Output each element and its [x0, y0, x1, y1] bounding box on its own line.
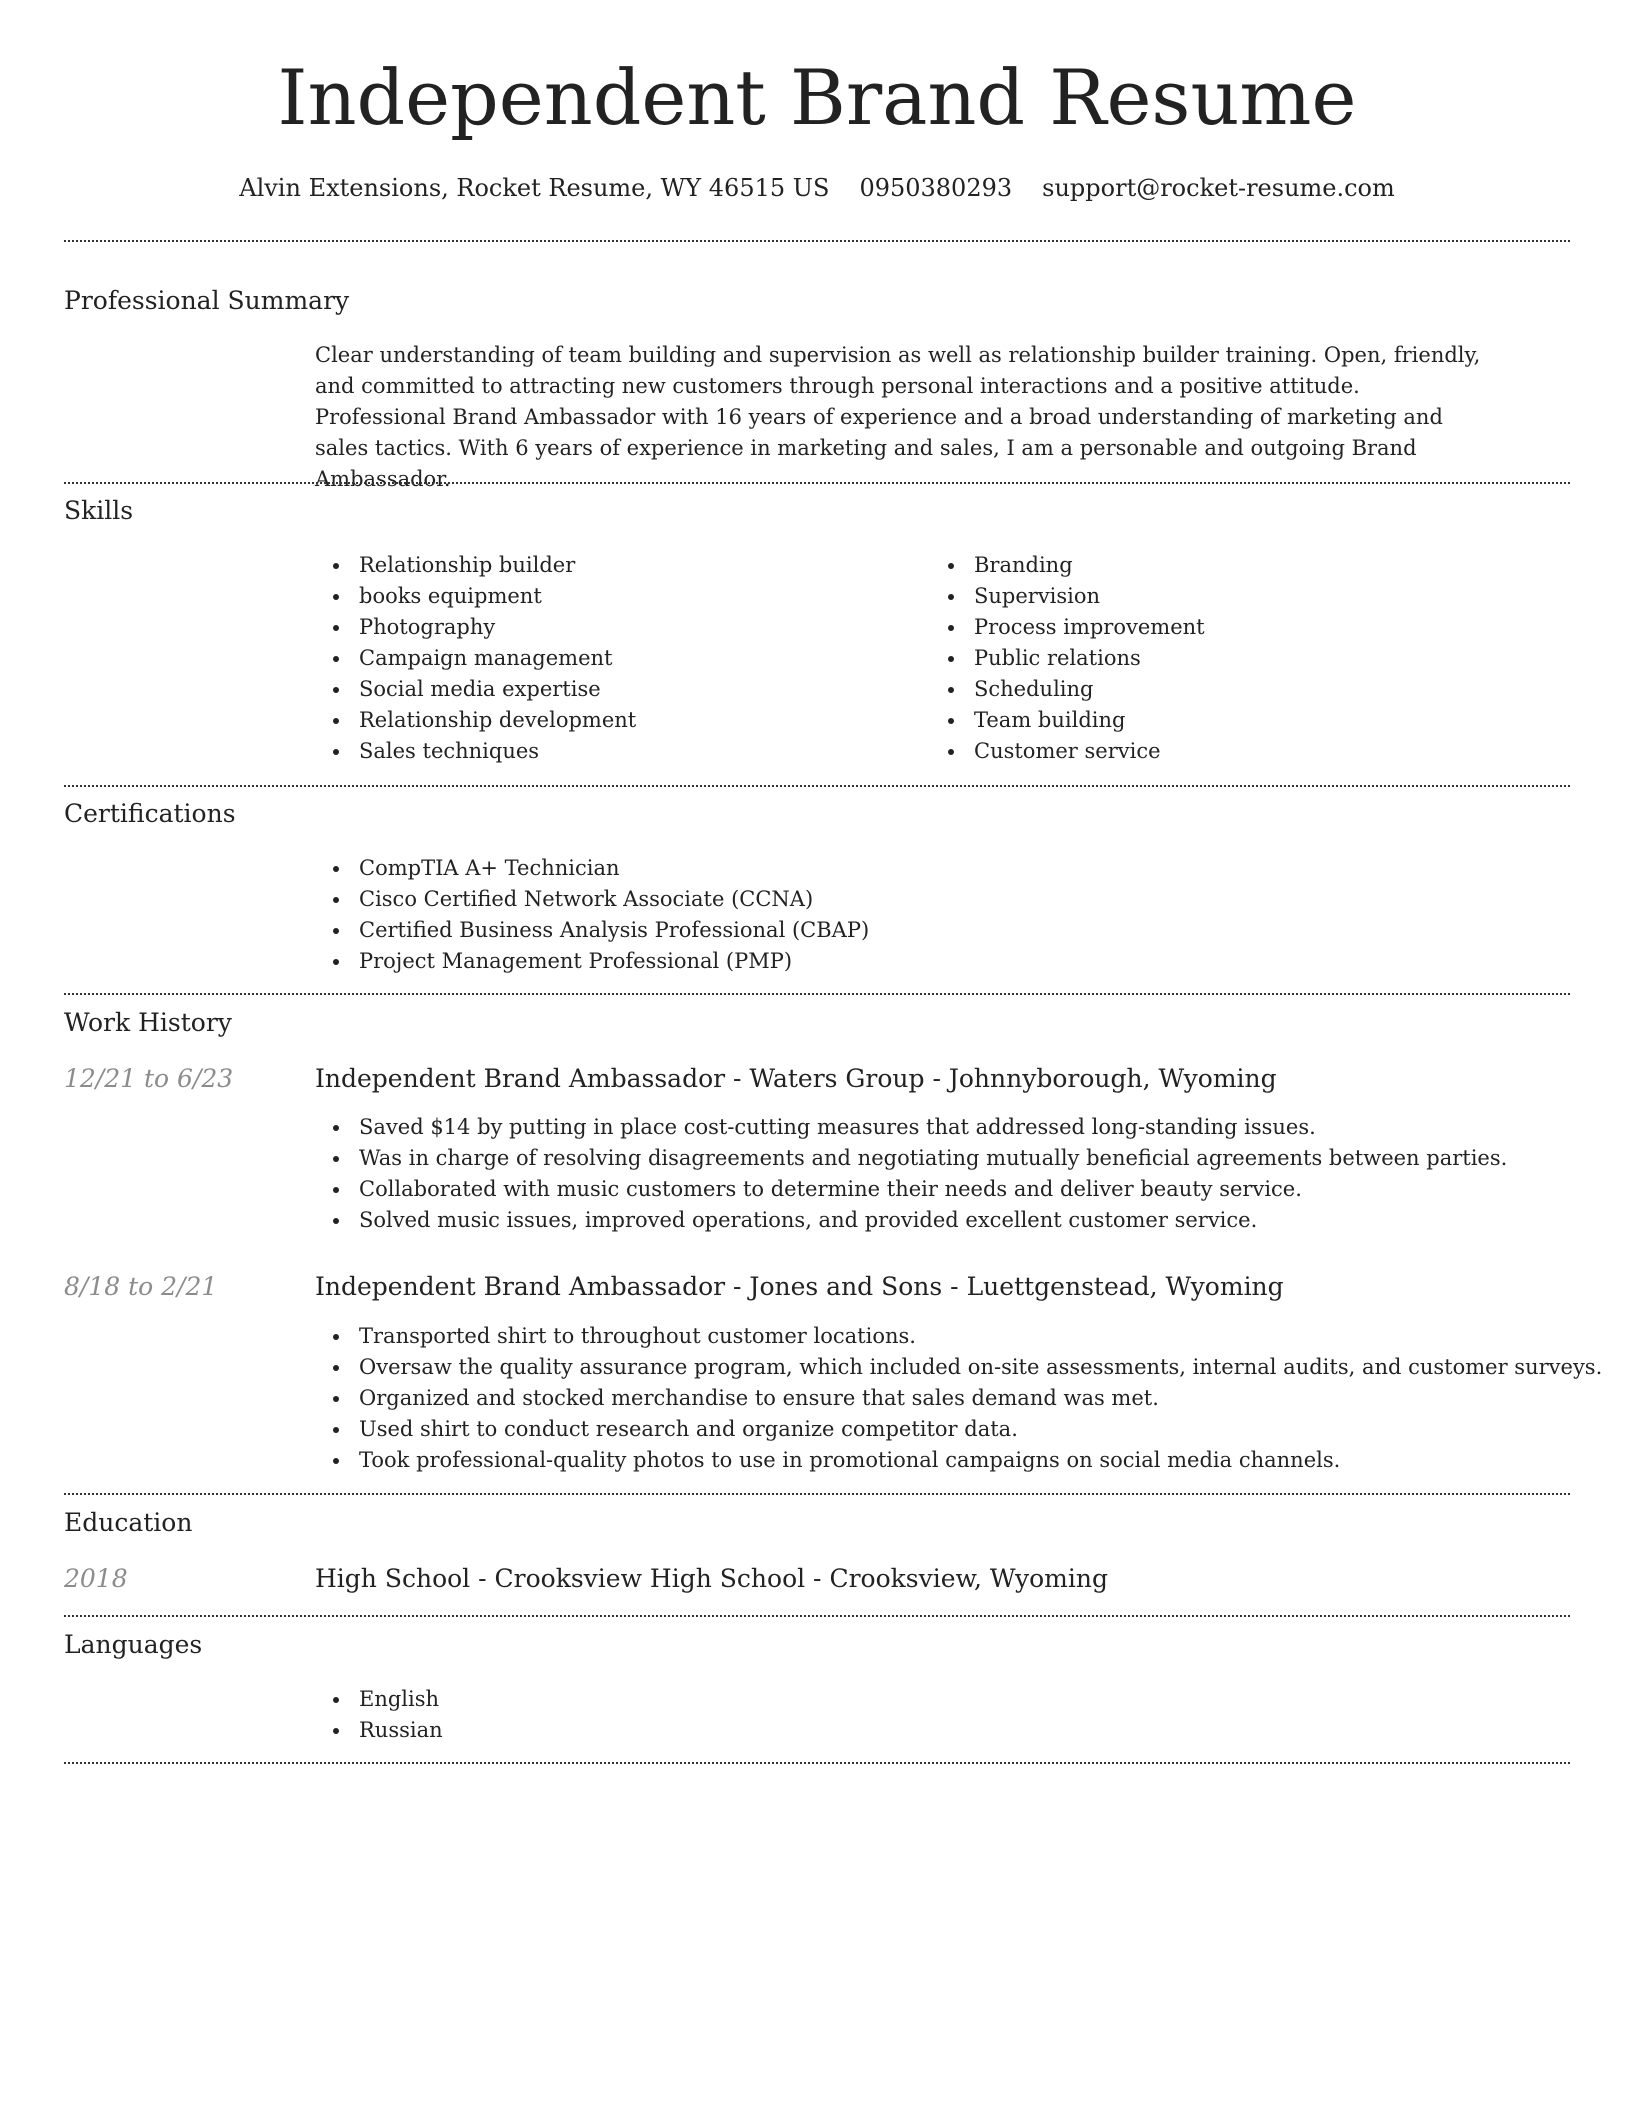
contact-email: support@rocket-resume.com	[1042, 174, 1395, 202]
job-duty-item: Saved $14 by putting in place cost-cutting measures that addressed long-standing issues.	[359, 1112, 1507, 1143]
job-title: Independent Brand Ambassador - Jones and Sons - Luettgenstead, Wyoming	[315, 1272, 1284, 1301]
certification-item: Project Management Professional (PMP)	[359, 946, 1570, 977]
skill-item: Process improvement	[974, 612, 1205, 643]
job-duty-item: Took professional-quality photos to use in promotional campaigns on social media channels.	[359, 1445, 1602, 1476]
resume-name: Independent Brand Resume	[277, 53, 1357, 142]
contact-address: Alvin Extensions, Rocket Resume, WY 46515 US	[239, 174, 830, 202]
contact-line	[64, 170, 1570, 206]
education-heading: Education	[64, 1508, 193, 1537]
language-item: Russian	[359, 1715, 1570, 1746]
job-duties	[315, 1112, 1507, 1236]
skills-column-left	[315, 550, 636, 767]
skill-item: Photography	[359, 612, 636, 643]
skill-item: Relationship builder	[359, 550, 636, 581]
skill-item: Team building	[974, 705, 1205, 736]
skill-item: Scheduling	[974, 674, 1205, 705]
section-divider	[64, 1493, 1570, 1495]
certification-item: Certified Business Analysis Professional (CBAP)	[359, 915, 1570, 946]
section-divider	[64, 482, 1570, 484]
skill-item: Public relations	[974, 643, 1205, 674]
job-dates: 12/21 to 6/23	[64, 1064, 234, 1093]
section-divider	[64, 1615, 1570, 1617]
skill-item: Customer service	[974, 736, 1205, 767]
skill-item: books equipment	[359, 581, 636, 612]
skill-item: Sales techniques	[359, 736, 636, 767]
certifications-heading: Certifications	[64, 799, 236, 828]
languages-section	[315, 1684, 1570, 1746]
job-duty-item: Collaborated with music customers to determine their needs and deliver beauty service.	[359, 1174, 1507, 1205]
job-title: Independent Brand Ambassador - Waters Group - Johnnyborough, Wyoming	[315, 1064, 1277, 1093]
skills-section	[315, 550, 1570, 770]
skills-heading: Skills	[64, 496, 134, 525]
work-history-heading: Work History	[64, 1008, 232, 1037]
contact-phone: 0950380293	[859, 174, 1013, 202]
section-divider	[64, 785, 1570, 787]
skill-item: Supervision	[974, 581, 1205, 612]
job-duty-item: Transported shirt to throughout customer locations.	[359, 1321, 1602, 1352]
summary-heading: Professional Summary	[64, 286, 350, 315]
job-duty-item: Solved music issues, improved operations, and provided excellent customer service.	[359, 1205, 1507, 1236]
section-divider	[64, 240, 1570, 242]
job-duty-item: Used shirt to conduct research and organize competitor data.	[359, 1414, 1602, 1445]
skill-item: Social media expertise	[359, 674, 636, 705]
summary-section	[315, 340, 1570, 495]
language-item: English	[359, 1684, 1570, 1715]
skills-column-right	[930, 550, 1205, 767]
job-duties	[315, 1321, 1602, 1476]
job-duty-item: Oversaw the quality assurance program, which included on-site assessments, internal audits, and customer surveys.	[359, 1352, 1602, 1383]
job-duty-item: Was in charge of resolving disagreements and negotiating mutually beneficial agreements between parties.	[359, 1143, 1507, 1174]
education-entry: High School - Crooksview High School - Crooksview, Wyoming	[315, 1564, 1108, 1593]
languages-heading: Languages	[64, 1630, 203, 1659]
summary-text: Clear understanding of team building and supervision as well as relationship builder training. Open, friendly, and committed to attracting new customers through personal interactions and a positive attitude. Professional Brand Ambassador with 16 years of experience and a broad understanding of marketing and sales tactics. With 6 years of experience in marketing and sales, I am a personable and outgoing Brand Ambassador.	[315, 343, 1481, 491]
job-dates: 8/18 to 2/21	[64, 1272, 218, 1301]
job-duty-item: Organized and stocked merchandise to ensure that sales demand was met.	[359, 1383, 1602, 1414]
certification-item: CompTIA A+ Technician	[359, 853, 1570, 884]
section-divider	[64, 993, 1570, 995]
skill-item: Relationship development	[359, 705, 636, 736]
skill-item: Campaign management	[359, 643, 636, 674]
skill-item: Branding	[974, 550, 1205, 581]
certifications-section	[315, 853, 1570, 977]
section-divider	[64, 1762, 1570, 1764]
education-year: 2018	[64, 1564, 128, 1593]
certification-item: Cisco Certified Network Associate (CCNA)	[359, 884, 1570, 915]
